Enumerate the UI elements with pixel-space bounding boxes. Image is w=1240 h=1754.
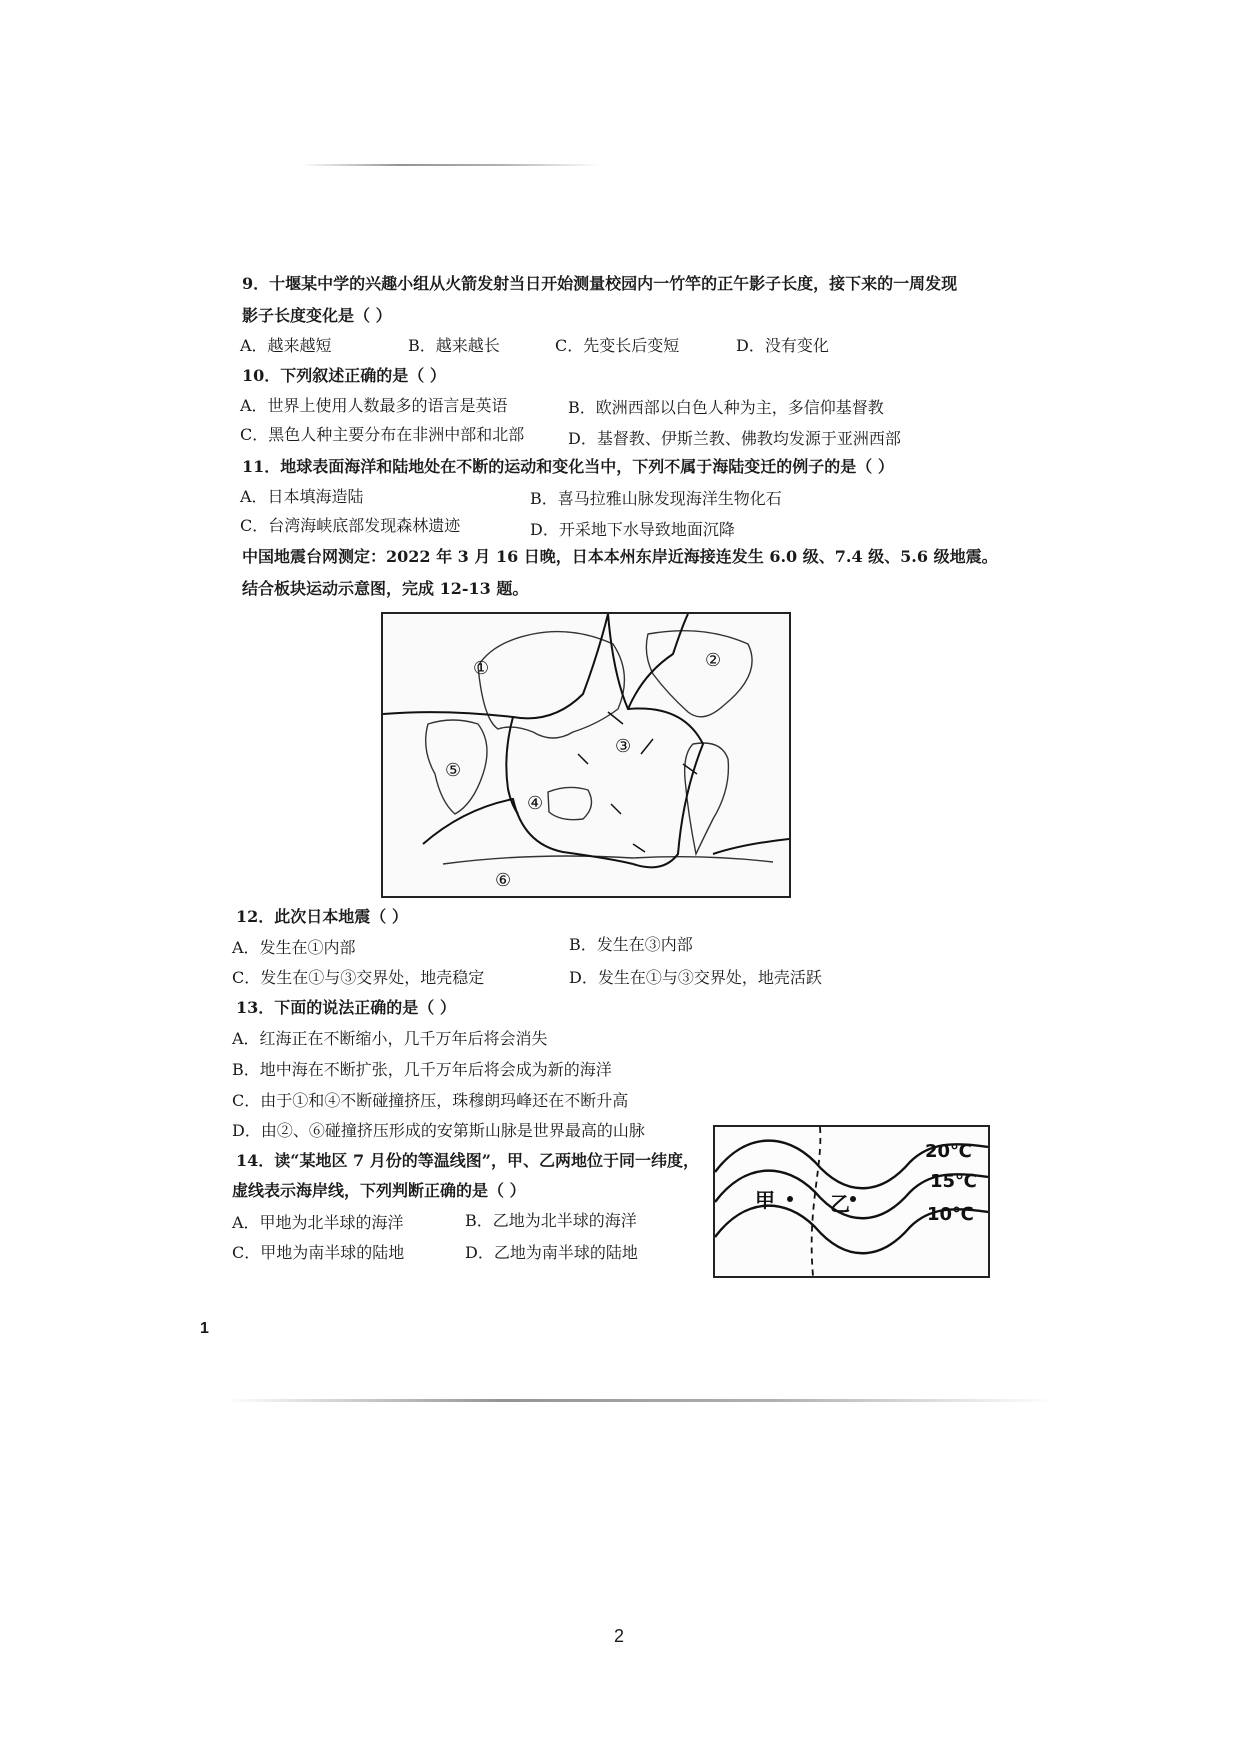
margin-page-number: 1 xyxy=(200,1320,209,1337)
jia-label: 甲 xyxy=(755,1188,775,1212)
q9-option-b: B．越来越长 xyxy=(408,336,500,355)
isotherm-drawing xyxy=(715,1127,988,1276)
plate-map xyxy=(381,612,791,898)
yi-point xyxy=(850,1196,856,1202)
q9-option-c: C．先变长后变短 xyxy=(555,336,680,355)
plate-movement-arrows xyxy=(578,712,697,852)
q12-option-c: C．发生在①与③交界处，地壳稳定 xyxy=(232,968,485,987)
q11-option-a: A．日本填海造陆 xyxy=(240,487,364,506)
plate-boundaries xyxy=(383,614,789,867)
q14-option-d: D．乙地为南半球的陆地 xyxy=(465,1243,638,1262)
q14-line1: 14．读“某地区 7 月份的等温线图”，甲、乙两地位于同一纬度， xyxy=(236,1151,699,1170)
q9-option-d: D．没有变化 xyxy=(736,336,829,355)
scan-edge-top xyxy=(300,164,600,166)
plate-label-6: ⑥ xyxy=(495,870,512,891)
q14-option-c: C．甲地为南半球的陆地 xyxy=(232,1243,405,1262)
q14-line2: 虚线表示海岸线，下列判断正确的是（ ） xyxy=(232,1181,526,1200)
q10-option-a: A．世界上使用人数最多的语言是英语 xyxy=(240,396,508,415)
context-line1: 中国地震台网测定：2022 年 3 月 16 日晚，日本本州东岸近海接连发生 6.0 级、7.4 级、5.6 级地震。 xyxy=(242,547,998,566)
page-number: 2 xyxy=(614,1626,625,1646)
context-line2: 结合板块运动示意图，完成 12-13 题。 xyxy=(242,579,529,598)
scan-edge-bottom xyxy=(225,1399,1055,1402)
q13-option-a: A．红海正在不断缩小，几千万年后将会消失 xyxy=(232,1029,548,1048)
plate-map-drawing xyxy=(383,614,789,896)
q10-option-b: B．欧洲西部以白色人种为主，多信仰基督教 xyxy=(568,398,884,417)
q13-stem: 13．下面的说法正确的是（ ） xyxy=(236,998,456,1017)
plate-label-2: ② xyxy=(705,650,722,671)
q12-option-b: B．发生在③内部 xyxy=(569,935,693,954)
q9-line1: 9．十堰某中学的兴趣小组从火箭发射当日开始测量校园内一竹竿的正午影子长度，接下来的一周发现 xyxy=(242,274,958,293)
q11-option-c: C．台湾海峡底部发现森林遗迹 xyxy=(240,516,461,535)
q11-option-d: D．开采地下水导致地面沉降 xyxy=(530,520,735,539)
q10-option-d: D．基督教、伊斯兰教、佛教均发源于亚洲西部 xyxy=(568,429,901,448)
q10-option-c: C．黑色人种主要分布在非洲中部和北部 xyxy=(240,425,525,444)
q14-option-a: A．甲地为北半球的海洋 xyxy=(232,1213,404,1232)
plate-label-5: ⑤ xyxy=(445,760,462,781)
q12-stem: 12．此次日本地震（ ） xyxy=(236,907,408,926)
q9-option-a: A．越来越短 xyxy=(240,336,332,355)
isotherm-label-10: 10℃ xyxy=(927,1204,974,1225)
q14-option-b: B．乙地为北半球的海洋 xyxy=(465,1211,637,1230)
q9-line2: 影子长度变化是（ ） xyxy=(242,306,392,325)
q11-option-b: B．喜马拉雅山脉发现海洋生物化石 xyxy=(530,489,782,508)
yi-label: 乙 xyxy=(830,1192,850,1216)
isotherm-figure xyxy=(713,1125,990,1278)
q13-option-c: C．由于①和④不断碰撞挤压，珠穆朗玛峰还在不断升高 xyxy=(232,1091,629,1110)
jia-point xyxy=(787,1196,793,1202)
q13-option-d: D．由②、⑥碰撞挤压形成的安第斯山脉是世界最高的山脉 xyxy=(232,1121,645,1140)
isotherm-label-20: 20℃ xyxy=(925,1141,972,1162)
q11-stem: 11．地球表面海洋和陆地处在不断的运动和变化当中，下列不属于海陆变迁的例子的是（ ） xyxy=(242,457,894,476)
q13-option-b: B．地中海在不断扩张，几千万年后将会成为新的海洋 xyxy=(232,1060,612,1079)
plate-label-4: ④ xyxy=(527,793,544,814)
coastline-dashed xyxy=(812,1127,821,1276)
isotherm-label-15: 15℃ xyxy=(930,1171,977,1192)
q10-stem: 10．下列叙述正确的是（ ） xyxy=(242,366,446,385)
plate-label-1: ① xyxy=(473,658,490,679)
q12-option-d: D．发生在①与③交界处，地壳活跃 xyxy=(569,968,822,987)
q12-option-a: A．发生在①内部 xyxy=(232,938,356,957)
plate-label-3: ③ xyxy=(615,736,632,757)
